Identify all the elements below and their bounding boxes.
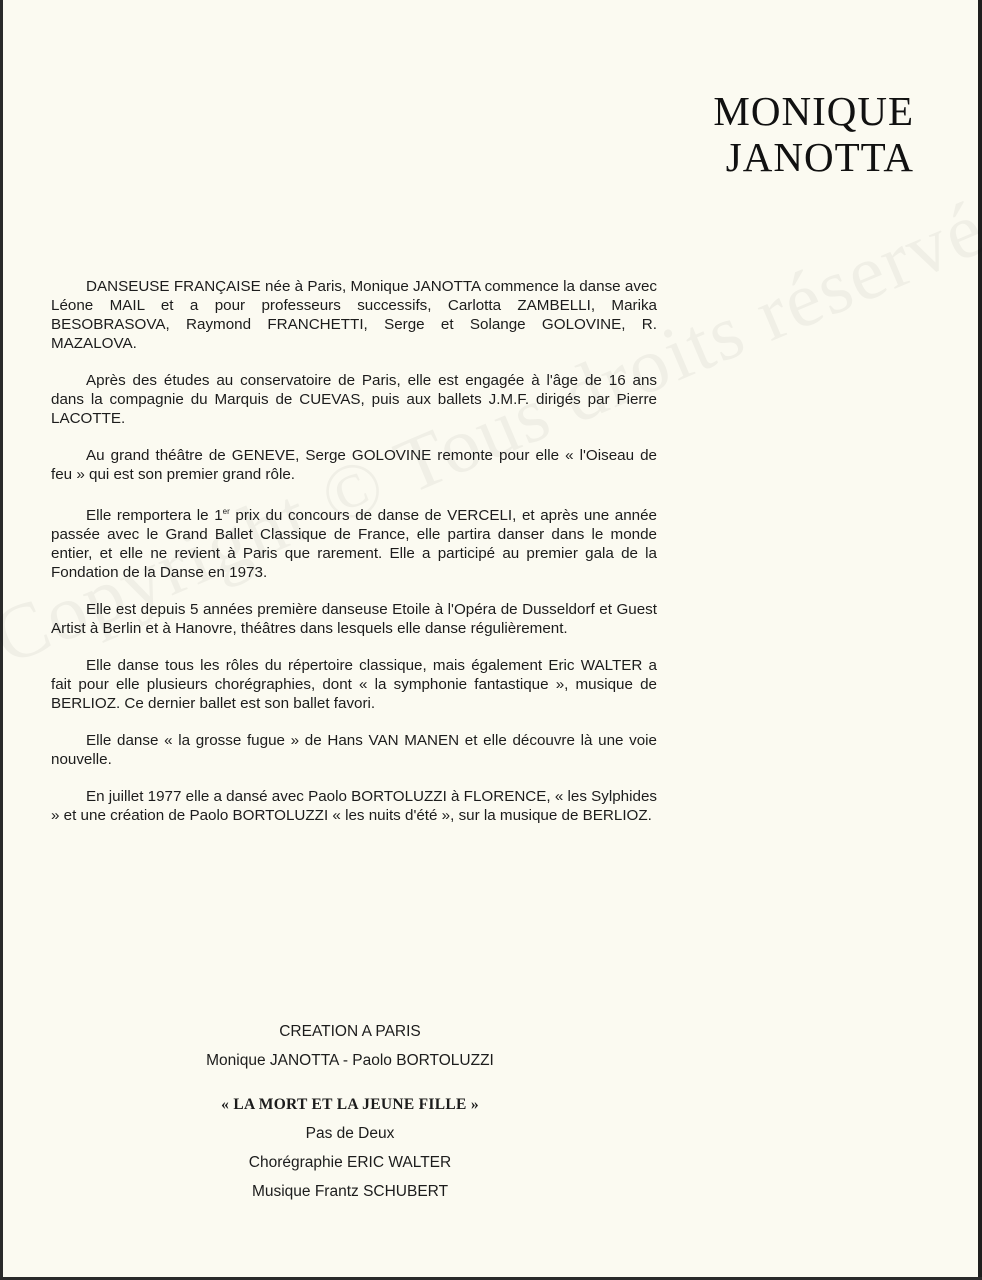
genre-line: Pas de Deux bbox=[305, 1125, 395, 1142]
page-title bbox=[713, 88, 914, 180]
spacer bbox=[100, 1075, 600, 1090]
bio-paragraph: Elle est depuis 5 années première danseuse Etoile à l'Opéra de Dusseldorf et Guest Artist à Berlin et à Hanovre, théâtres dans lesquels elle danse régulièrement. bbox=[51, 601, 657, 637]
bio-text: prix du concours de danse de VERCELI, et après une année passée avec le Grand Ballet Classique de France, elle partira danser dans le monde entier, et elle ne revient à Paris que rarement. Elle a participé au premier gala de la Fondation de la Danse en 1973. bbox=[51, 507, 657, 581]
work-title: « LA MORT ET LA JEUNE FILLE » bbox=[221, 1096, 479, 1113]
bio-paragraph: DANSEUSE FRANÇAISE née à Paris, Monique JANOTTA commence la danse avec Léone MAIL et a pour professeurs successifs, Carlotta ZAMBELLI, Marika BESOBRASOVA, Raymond FRANCHETTI, Serge et Solange GOLOVINE, R. MAZALOVA. bbox=[51, 278, 657, 352]
biography bbox=[51, 277, 657, 843]
choreography-line: Chorégraphie ERIC WALTER bbox=[248, 1154, 452, 1171]
bio-paragraph: Au grand théâtre de GENEVE, Serge GOLOVINE remonte pour elle « l'Oiseau de feu » qui est son premier grand rôle. bbox=[51, 447, 657, 483]
scan-edge-right bbox=[978, 0, 982, 1280]
bio-paragraph: Elle danse tous les rôles du répertoire classique, mais également Eric WALTER a fait pour elle plusieurs chorégraphies, dont « la symphonie fantastique », musique de BERLIOZ. Ce dernier ballet est son ballet favori. bbox=[51, 657, 657, 712]
music-line: Musique Frantz SCHUBERT bbox=[251, 1183, 449, 1200]
ordinal-superscript: er bbox=[222, 507, 230, 516]
performance-credits bbox=[100, 1017, 600, 1206]
dancers-line: Monique JANOTTA - Paolo BORTOLUZZI bbox=[206, 1052, 494, 1069]
bio-paragraph: Elle danse « la grosse fugue » de Hans VAN MANEN et elle découvre là une voie nouvelle. bbox=[51, 732, 657, 768]
title-last-name: JANOTTA bbox=[725, 134, 914, 180]
title-first-name: MONIQUE bbox=[713, 88, 914, 134]
scan-edge-left bbox=[0, 0, 3, 1280]
bio-paragraph bbox=[51, 502, 657, 582]
bio-paragraph: Après des études au conservatoire de Paris, elle est engagée à l'âge de 16 ans dans la compagnie du Marquis de CUEVAS, puis aux ballets J.M.F. dirigés par Pierre LACOTTE. bbox=[51, 372, 657, 427]
bio-paragraph: En juillet 1977 elle a dansé avec Paolo BORTOLUZZI à FLORENCE, « les Sylphides » et une création de Paolo BORTOLUZZI « les nuits d'été », sur la musique de BERLIOZ. bbox=[51, 788, 657, 824]
creation-heading: CREATION A PARIS bbox=[279, 1023, 421, 1040]
bio-text: Elle remportera le 1 bbox=[86, 507, 223, 524]
